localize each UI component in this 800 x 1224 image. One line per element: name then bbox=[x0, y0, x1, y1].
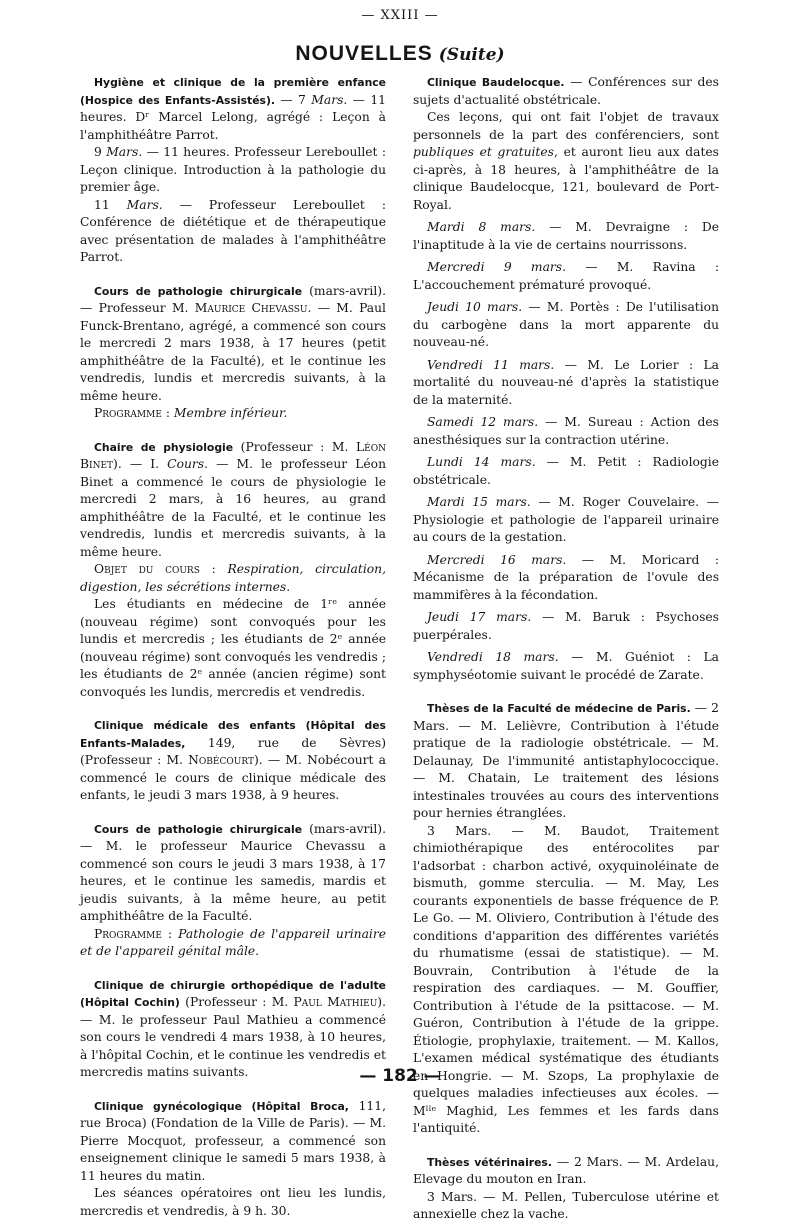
lecture-date: Mardi 8 mars. bbox=[427, 220, 536, 234]
article-theses-veterinaires bbox=[413, 1154, 719, 1224]
lecture-item bbox=[413, 454, 719, 489]
program-label: Programme bbox=[94, 406, 162, 420]
article-text: — 2 Mars. — M. Lelièvre, Contribution à l'étude pratique de la radiologie obstétricale. — M. Delaunay, De l'immunité antistaphylococcique. — M. Chatain, Le traitement des lésions intestinales trouvées au cours des interventions pour hernies étranglées. bbox=[413, 701, 719, 820]
lecture-item bbox=[413, 609, 719, 644]
lecture-text: — M. Petit : Radiologie obstétricale. bbox=[413, 455, 719, 487]
page-folio: — XXIII — bbox=[361, 8, 439, 23]
article-text: ). — M. Nobécourt a commencé le cours de clinique médicale des enfants, le jeudi 3 mars 1938, à 9 heures. bbox=[80, 753, 387, 802]
article-text: — Conférences sur des sujets d'actualité obstétricale. bbox=[413, 75, 719, 107]
article-text: Les étudiants en médecine de 1ʳᵉ année (nouveau régime) sont convoqués pour les lundis et mercredis ; les étudiants de 2ᵉ année (nouveau régime) sont convoqués les vendredis ; les étudiants de 2ᵉ année (ancien régime) sont convoqués les lundis, mercredis et vendredis. bbox=[80, 597, 386, 699]
lecture-item bbox=[413, 414, 719, 449]
separator: : bbox=[161, 926, 179, 941]
article-pathologie-1 bbox=[80, 283, 386, 423]
article-heading: Clinique Baudelocque. bbox=[427, 76, 565, 89]
article-text: 149, rue de Sèvres) (Professeur : M. bbox=[80, 735, 386, 767]
lecture-item bbox=[413, 494, 719, 547]
article-heading: Cours de pathologie chirurgicale bbox=[94, 822, 303, 836]
lecture-text: — M. Moricard : Mécanisme de la préparation de l'ovule des mammifères à la fécondation. bbox=[413, 552, 719, 602]
lecture-item bbox=[413, 259, 719, 294]
lecture-text: — M. Baruk : Psychoses puerpérales. bbox=[413, 610, 719, 642]
lecture-date: Jeudi 17 mars. bbox=[427, 610, 532, 624]
person-name: Léon Binet bbox=[80, 439, 387, 471]
article-baudelocque bbox=[413, 74, 719, 214]
heading-suffix: (Suite) bbox=[438, 45, 505, 65]
article-text: 3 Mars. — M. Baudot, Traitement chimiothérapique des entérocolites par l'adsorbat : charbon activé, oxyquinoléinate de bismuth, gomme sterculia. — M. May, Les courants exponentiels de basse fréquence de P. Le Go. — M. Oliviero, Contribution à l'étude des conditions d'apparition des différentes variétés du rhumatisme (essai de statistique). — M. Bouvrain, Contribution à l'étude de la respiration des cardiaques. — M. Gouffier, Contribution à l'étude de la psittacose. — M. Guéron, Contribution à l'étude de la grippe. Étiologie, prophylaxie, traitement. — M. Kallos, L'examen médical systématique des étudiants en Hongrie. — M. Szops, La prophylaxie de quelques maladies infectieuses aux écoles. — Mˡˡᵉ Maghid, Les femmes et les fards dans l'antiquité. bbox=[413, 823, 719, 1135]
person-name: Maurice Chevassu bbox=[194, 301, 308, 315]
lecture-date: Mardi 15 mars. bbox=[427, 495, 531, 509]
article-text: — 11 heures. Dʳ Marcel Lelong, agrégé : Leçon à l'amphithéâtre Parrot. bbox=[80, 92, 387, 142]
article-heading: Cours de pathologie chirurgicale bbox=[94, 284, 303, 298]
lecture-text: — M. Le Lorier : La mortalité du nouveau-né d'après la statistique de la maternité. bbox=[413, 357, 719, 407]
article-text: 3 Mars. — M. Pellen, Tuberculose utérine et annexielle chez la vache. bbox=[413, 1189, 719, 1221]
heading-title: NOUVELLES bbox=[295, 42, 433, 65]
lecture-item bbox=[413, 552, 719, 605]
article-text: . — M. Paul Funck-Brentano, agrégé, a commencé son cours le mercredi 2 mars 1938, à 17 heures (petit amphithéâtre de la Faculté), et le continue les vendredis, lundis et mercredis suivants, à la même heure. bbox=[80, 301, 386, 403]
article-text: , et auront lieu aux dates ci-après, à 18 heures, à l'amphithéâtre de la clinique Baudelocque, 121, boulevard de Port-Royal. bbox=[413, 145, 719, 212]
article-heading: Thèses vétérinaires. bbox=[427, 1155, 552, 1169]
lecture-date: Vendredi 11 mars. bbox=[427, 357, 555, 372]
program-text: Membre inférieur. bbox=[173, 406, 288, 420]
lecture-date: Samedi 12 mars. bbox=[427, 415, 539, 429]
person-name: Nobécourt bbox=[188, 753, 254, 767]
emphasis: publiques et gratuites bbox=[413, 145, 554, 159]
page-heading bbox=[0, 42, 800, 66]
article-heading: Clinique médicale des enfants (Hôpital des Enfants-Malades, bbox=[80, 719, 386, 750]
article-text: Les séances opératoires ont lieu les lundis, mercredis et vendredis, à 9 h. 30. bbox=[80, 1186, 386, 1218]
lecture-text: — M. Portès : De l'utilisation du carbogène dans la mort apparente du nouveau-né. bbox=[413, 300, 719, 349]
lecture-item bbox=[413, 299, 719, 352]
lecture-text: — M. Sureau : Action des anesthésiques sur la contraction utérine. bbox=[413, 415, 719, 447]
lecture-date: Mercredi 9 mars. bbox=[427, 260, 567, 274]
date: Mars. bbox=[106, 145, 143, 159]
article-text: (mars-avril). — M. le professeur Maurice Chevassu a commencé son cours le jeudi 3 mars 1938, à 17 heures, et le continue les samedis, mardis et jeudis suivants, à la même heure, au petit amphithéâtre de la Faculté. bbox=[80, 821, 386, 923]
lecture-item bbox=[413, 357, 719, 410]
article-heading: Clinique de chirurgie orthopédique de l'adulte (Hôpital Cochin) bbox=[80, 978, 386, 1009]
object-label: Objet du cours bbox=[94, 562, 200, 576]
lecture-date: Mercredi 16 mars. bbox=[427, 552, 567, 567]
article-heading: Chaire de physiologie bbox=[94, 440, 234, 454]
left-column bbox=[80, 74, 386, 1220]
person-name: Paul Mathieu bbox=[293, 995, 378, 1009]
article-text: Ces leçons, qui ont fait l'objet de travaux personnels de la part des conférenciers, sont bbox=[413, 110, 719, 142]
article-text: 9 bbox=[94, 145, 107, 159]
program-label: Programme bbox=[94, 926, 162, 941]
article-pathologie-2 bbox=[80, 821, 386, 961]
article-text: — 2 Mars. — M. Ardelau, Elevage du mouton en Iran. bbox=[413, 1154, 719, 1186]
lecture-date: Lundi 14 mars. bbox=[427, 455, 536, 469]
separator: : bbox=[199, 562, 228, 576]
article-text: — 11 heures. Professeur Lereboullet : Leçon clinique. Introduction à la pathologie du premier âge. bbox=[80, 145, 386, 194]
lecture-list bbox=[413, 214, 719, 684]
article-text: 111, rue Broca) (Fondation de la Ville de Paris). — M. Pierre Mocquot, professeur, a commencé son enseignement clinique le samedi 5 mars 1938, à 11 heures du matin. bbox=[80, 1098, 386, 1183]
article-text: 11 bbox=[94, 197, 127, 212]
page-number: — 182 — bbox=[359, 1066, 441, 1086]
lecture-item bbox=[413, 219, 719, 254]
article-hygiene bbox=[80, 74, 386, 267]
program-text: Pathologie de l'appareil urinaire et de l'appareil génital mâle. bbox=[80, 926, 386, 958]
separator: : bbox=[161, 406, 174, 420]
article-heading: Thèses de la Faculté de médecine de Paris. bbox=[427, 702, 691, 715]
date: Mars. bbox=[311, 92, 348, 107]
article-heading: Hygiène et clinique de la première enfance (Hospice des Enfants-Assistés). bbox=[80, 76, 386, 107]
article-heading: Clinique gynécologique (Hôpital Broca, bbox=[94, 1099, 349, 1113]
article-text: — 7 bbox=[275, 92, 312, 107]
lecture-date: Jeudi 10 mars. bbox=[427, 300, 523, 314]
lecture-text: — M. Devraigne : De l'inaptitude à la vie de certains nourrissons. bbox=[413, 220, 719, 252]
lecture-date: Vendredi 18 mars. bbox=[427, 650, 559, 664]
date: Mars. bbox=[126, 197, 163, 212]
article-clinique-enfants bbox=[80, 717, 386, 805]
object-text: Respiration, circulation, digestion, les sécrétions internes. bbox=[80, 562, 386, 594]
lecture-item bbox=[413, 649, 719, 684]
article-text: ). — I. bbox=[113, 457, 168, 471]
lecture-text: — M. Roger Couvelaire. — Physiologie et pathologie de l'appareil urinaire au cours de la gestation. bbox=[413, 495, 719, 544]
article-text: (Professeur : M. bbox=[179, 995, 294, 1009]
article-text: . — M. le professeur Léon Binet a commencé le cours de physiologie le mercredi 2 mars, à 16 heures, au grand amphithéâtre de la Faculté, et le continue les vendredis, lundis et mercredis suivants, à la même heure. bbox=[80, 457, 386, 559]
lecture-text: — M. Guéniot : La symphyséotomie suivant le procédé de Zarate. bbox=[413, 650, 719, 682]
right-column bbox=[413, 74, 719, 1224]
course-label: Cours bbox=[167, 457, 205, 471]
article-text: — Professeur Lereboullet : Conférence de diététique et de thérapeutique avec présentation de malades à l'amphithéâtre Parrot. bbox=[80, 197, 386, 264]
article-gynecologie bbox=[80, 1098, 386, 1221]
article-text: (mars-avril). — Professeur M. bbox=[80, 283, 386, 315]
article-text: ). — M. le professeur Paul Mathieu a commencé son cours le vendredi 4 mars 1938, à 10 heures, à l'hôpital Cochin, et le continue les vendredis et mercredis matins suivants. bbox=[80, 995, 387, 1079]
article-text: (Professeur : M. bbox=[233, 439, 357, 454]
article-physiologie bbox=[80, 439, 386, 702]
lecture-text: — M. Ravina : L'accouchement prématuré provoqué. bbox=[413, 260, 719, 292]
